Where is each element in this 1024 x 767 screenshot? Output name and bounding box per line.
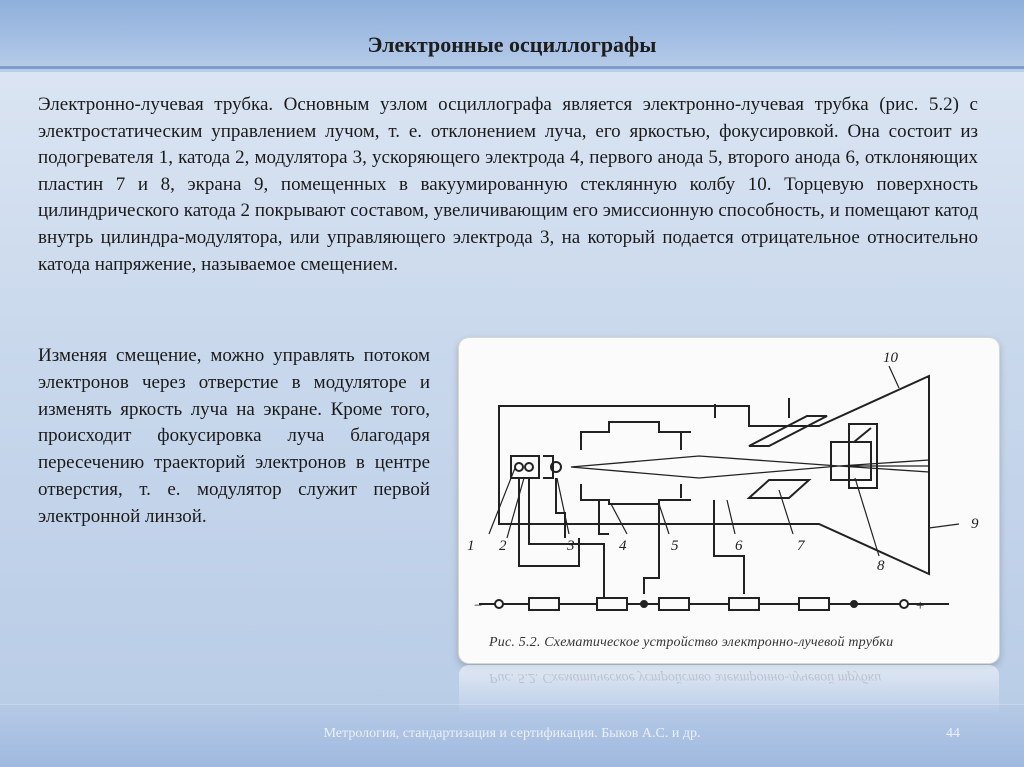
deflection-plate-8 — [831, 442, 871, 480]
figure-reflection — [459, 665, 999, 715]
leader-5 — [659, 504, 669, 534]
crt-schematic — [459, 338, 999, 663]
resistor-4 — [729, 598, 759, 610]
leader-3 — [557, 478, 569, 534]
leader-9 — [929, 524, 959, 528]
body-paragraph-2: Изменяя смещение, можно управлять потоком электронов через отверстие в модуляторе и изменять яркость луча на экране. Кроме того, происходит фокусировка луча благодаря пересечению траекторий электронов в центре отверстия, т. е. модулятор служит первой электронной линзой. — [38, 345, 430, 527]
diagram-labels — [467, 350, 979, 614]
deflection-plate-7-bottom — [749, 480, 809, 498]
heater-coil-1 — [515, 463, 523, 471]
leader-4 — [611, 504, 627, 534]
resistor-2 — [597, 598, 627, 610]
label-1: 1 — [467, 538, 475, 554]
terminal-minus-label: − — [473, 598, 484, 614]
label-2: 2 — [499, 538, 507, 554]
label-8: 8 — [877, 558, 885, 574]
footer-text: Метрология, стандартизация и сертификация. Быков А.С. и др. — [323, 726, 701, 741]
body-paragraph-1: Электронно-лучевая трубка. Основным узлом осциллографа является электронно-лучевая трубка (рис. 5.2) с электростатическим управлением лучом, т. е. отклонением луча, его яркостью, фокусировкой. Она состоит из подогревателя 1, катода 2, модулятора 3, ускоряющего электрода 4, первого анода 5, второго анода 6, отклоняющих пластин 7 и 8, экрана 9, помещенных в вакуумированную стеклянную колбу 10. Торцевую поверхность цилиндрического катода 2 покрывают составом, увеличивающим его эмиссионную способность, и помещают катод внутрь цилиндра-модулятора, или управляющего электрода 3, на который подается отрицательное относительно катода напряжение, называемое смещением. — [38, 94, 978, 275]
top-leads — [715, 398, 789, 418]
terminal-minus — [495, 600, 503, 608]
label-3: 3 — [567, 538, 575, 554]
terminal-plus — [900, 600, 908, 608]
label-5: 5 — [671, 538, 679, 554]
leader-10 — [889, 366, 899, 388]
leader-6 — [727, 500, 735, 534]
deflection-plate-7-top — [749, 416, 827, 446]
resistor-1 — [529, 598, 559, 610]
heater-coil-2 — [525, 463, 533, 471]
reflection-caption: Рис. 5.2. Схематическое устройство электронно-лучевой трубки — [489, 670, 882, 685]
wire-electrode-4 — [599, 500, 609, 534]
node-2 — [851, 601, 857, 607]
label-10: 10 — [883, 350, 898, 366]
terminal-plus-label: + — [915, 598, 926, 614]
wire-anode-5 — [644, 504, 659, 594]
title-divider — [0, 66, 1024, 69]
deflected-beam — [839, 460, 929, 472]
plate-diag — [854, 428, 871, 442]
label-9: 9 — [971, 516, 979, 532]
label-7: 7 — [797, 538, 805, 554]
page-number: 44 — [946, 726, 960, 741]
crt-diagram-figure — [459, 338, 999, 663]
figure-caption: Рис. 5.2. Схематическое устройство электронно-лучевой трубки — [489, 635, 894, 650]
leader-2 — [507, 478, 524, 538]
accelerating-electrode-top — [581, 422, 691, 450]
label-6: 6 — [735, 538, 743, 554]
label-4: 4 — [619, 538, 627, 554]
leader-8 — [855, 478, 879, 556]
resistor-3 — [659, 598, 689, 610]
accelerating-electrode-bottom — [581, 484, 691, 504]
slide-title: Электронные осциллографы — [367, 32, 657, 57]
node-1 — [641, 601, 647, 607]
resistor-5 — [799, 598, 829, 610]
electron-beam — [571, 456, 839, 478]
